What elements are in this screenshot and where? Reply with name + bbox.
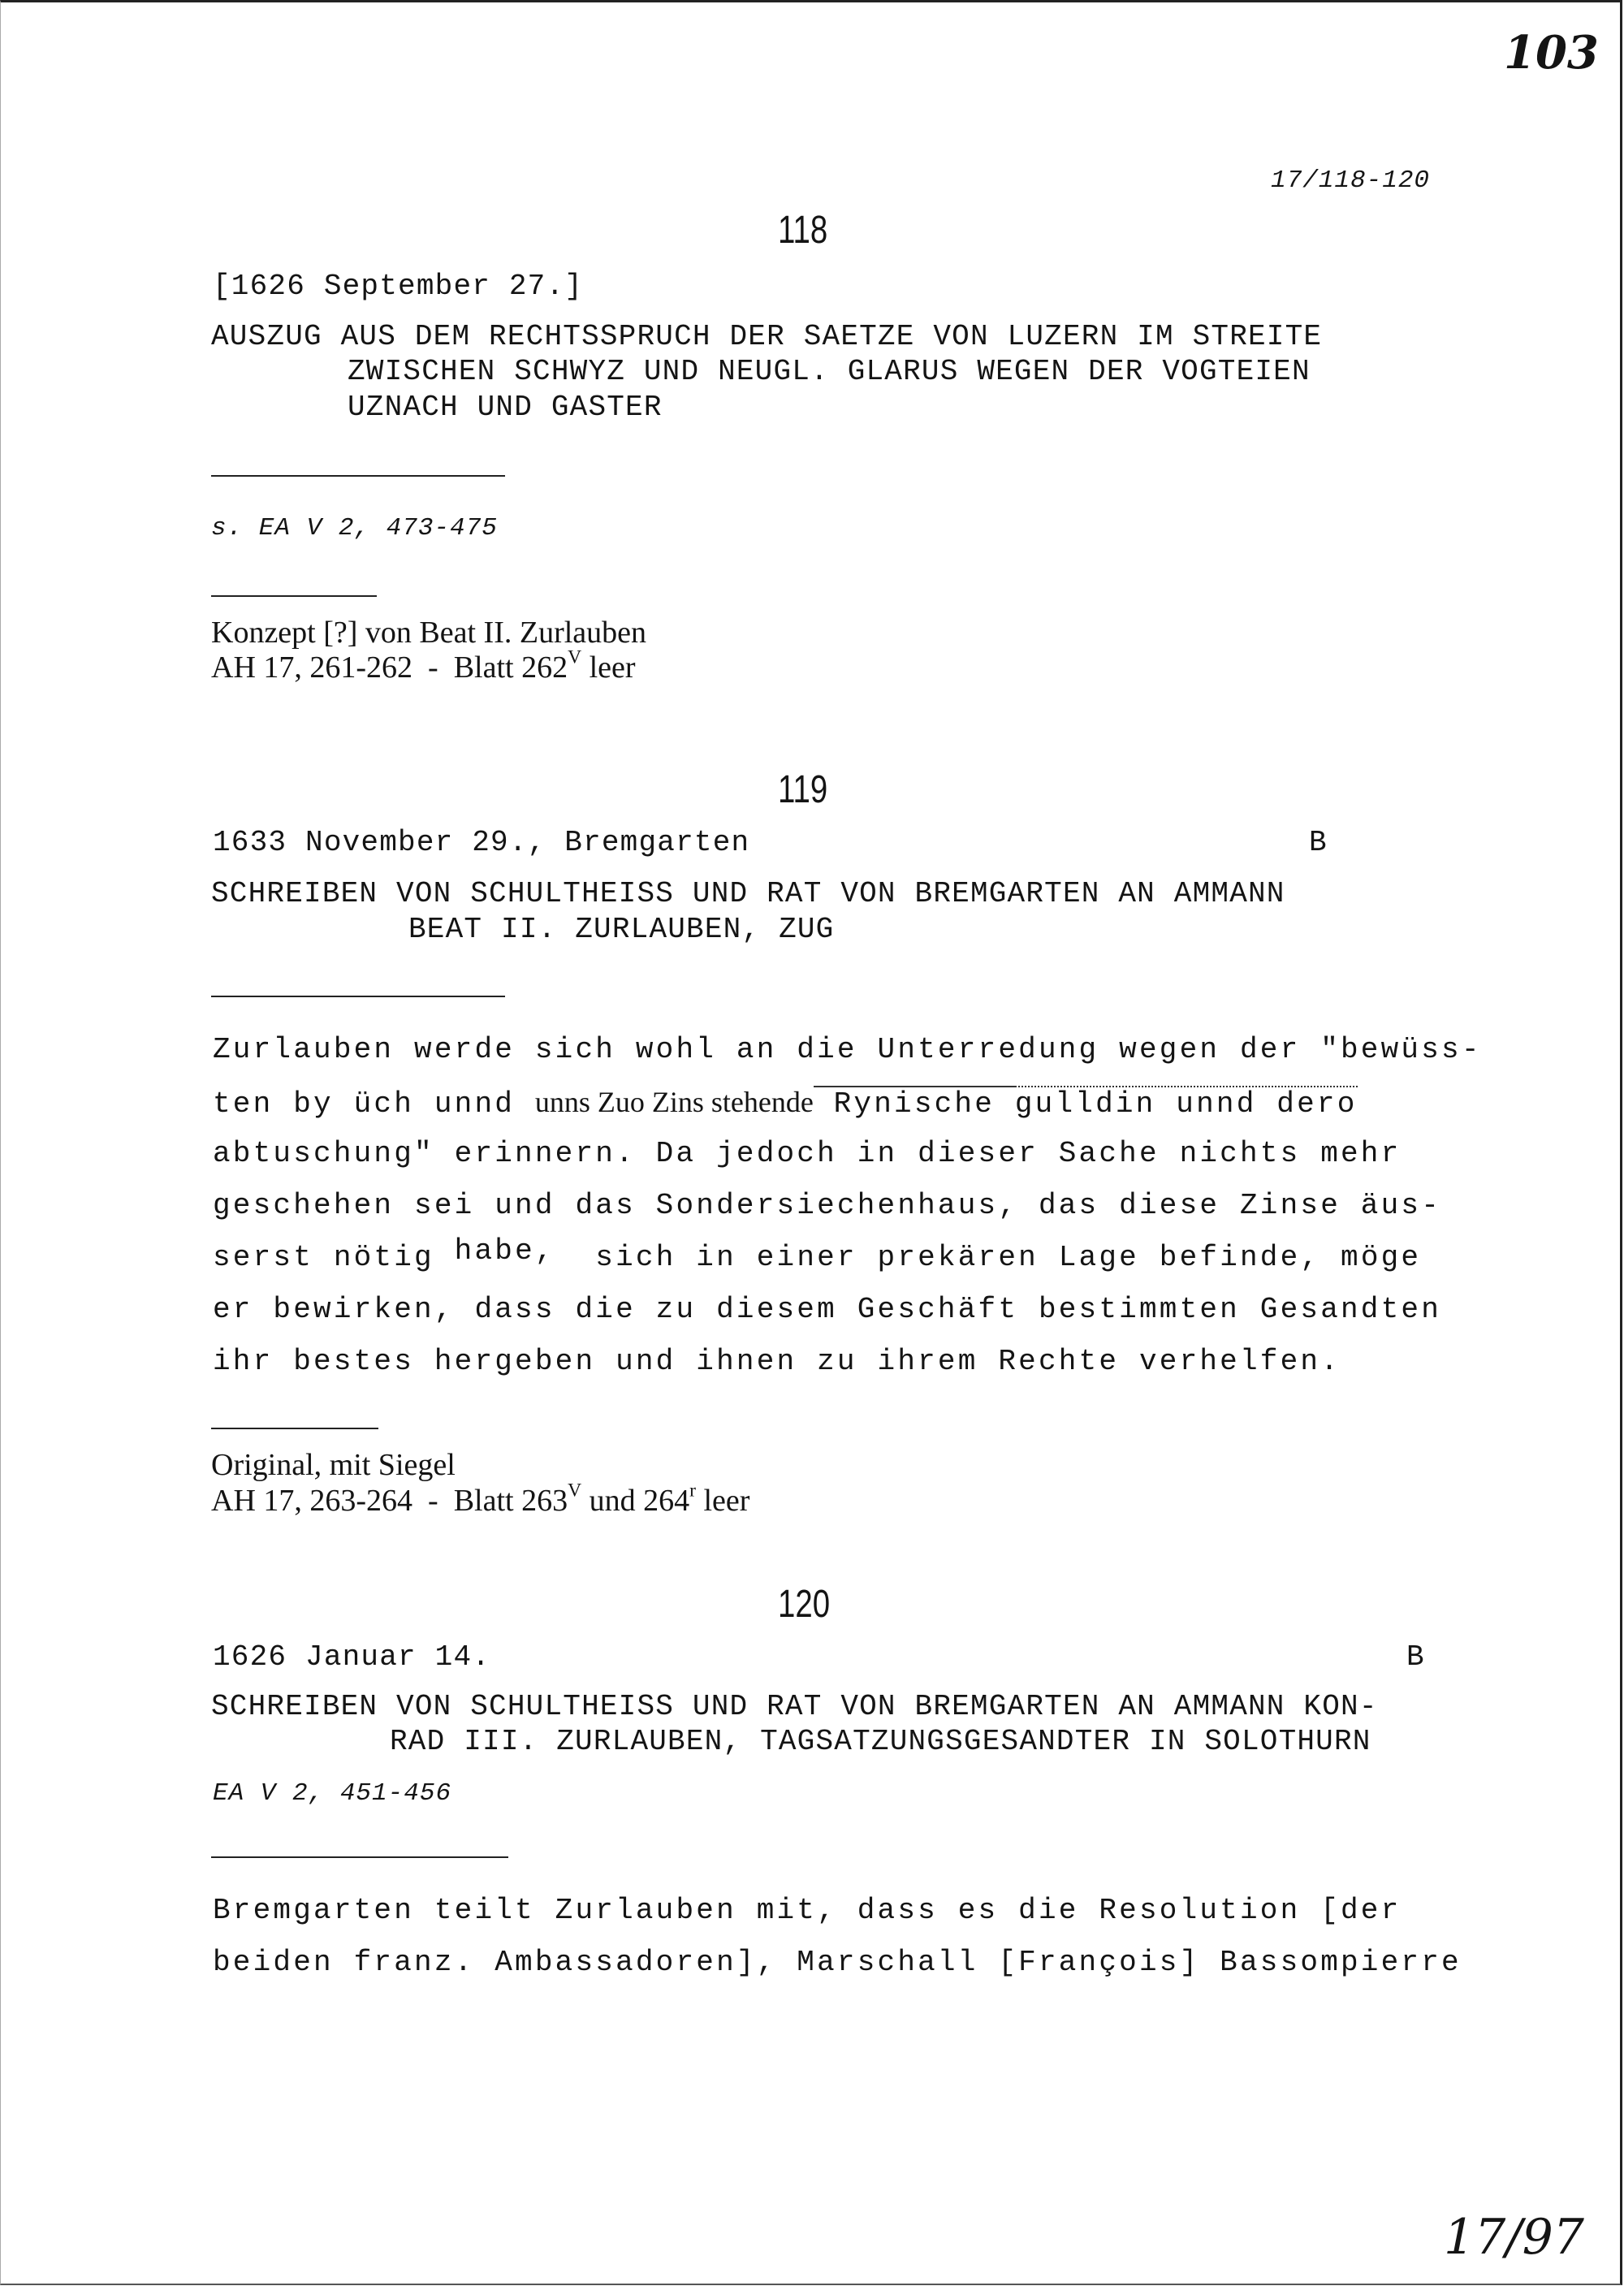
entry-120-title-line1: SCHREIBEN VON SCHULTHEISS UND RAT VON BREMGARTEN AN AMMANN KON-	[211, 1690, 1378, 1723]
entry-119-source-line1: Original, mit Siegel	[211, 1448, 456, 1482]
separator-rule	[211, 1428, 378, 1429]
entry-118-title-line2: ZWISCHEN SCHWYZ UND NEUGL. GLARUS WEGEN DER VOGTEIEN	[348, 355, 1311, 388]
entry-119-date: 1633 November 29., Bremgarten	[213, 826, 750, 859]
entry-120-edition-reference: EA V 2, 451-456	[213, 1779, 452, 1808]
separator-rule	[211, 475, 505, 477]
entry-119-body-line: ten by üch unnd unns Zuo Zins stehende Rynische gulldin unnd dero	[213, 1086, 1358, 1121]
page-stamp-bottom: 17/97	[1444, 2209, 1584, 2266]
entry-118-source-line2: AH 17, 261-262 - Blatt $262^V$ leer	[211, 646, 636, 685]
separator-rule	[211, 1856, 508, 1858]
entry-120-date: 1626 Januar 14.	[213, 1640, 491, 1674]
entry-119-title-line1: SCHREIBEN VON SCHULTHEISS UND RAT VON BREMGARTEN AN AMMANN	[211, 877, 1285, 910]
entry-119-body-line: serst nötig habe, sich in einer prekären Lage befinde, möge	[213, 1234, 1422, 1274]
entry-118-number: 118	[778, 209, 828, 252]
entry-118-source-line1: Konzept [?] von Beat II. Zurlauben	[211, 616, 647, 650]
entry-119-marker: B	[1309, 826, 1328, 859]
entry-119-source-line2: AH 17, 263-264 - Blatt $263^V$ und 264$^r$ leer	[211, 1480, 750, 1518]
separator-rule	[211, 996, 505, 997]
entry-120-body-line: beiden franz. Ambassadoren], Marschall [François] Bassompierre	[213, 1946, 1462, 1979]
entry-118-title-line3: UZNACH UND GASTER	[348, 391, 663, 424]
entry-120-body-line: Bremgarten teilt Zurlauben mit, dass es die Resolution [der	[213, 1894, 1402, 1927]
entry-119-title-line2: BEAT II. ZURLAUBEN, ZUG	[408, 913, 835, 946]
separator-rule	[211, 595, 377, 597]
entry-119-body-line: geschehen sei und das Sondersiechenhaus, das diese Zinse äus-	[213, 1189, 1442, 1222]
entry-118-title-line1: AUSZUG AUS DEM RECHTSSPRUCH DER SAETZE VON LUZERN IM STREITE	[211, 320, 1323, 353]
entry-120-number: 120	[778, 1583, 831, 1626]
entry-119-body-line: abtuschung" erinnern. Da jedoch in dieser Sache nichts mehr	[213, 1137, 1402, 1170]
entry-119-body-line: Zurlauben werde sich wohl an die Unterredung wegen der "bewüss-	[213, 1033, 1482, 1066]
entry-118-edition-reference: s. EA V 2, 473-475	[211, 514, 498, 542]
entry-120-title-line2: RAD III. ZURLAUBEN, TAGSATZUNGSGESANDTER IN SOLOTHURN	[390, 1725, 1371, 1758]
entry-120-marker: B	[1406, 1640, 1425, 1674]
document-range-reference: 17/118-120	[1271, 166, 1431, 195]
entry-119-number: 119	[778, 768, 828, 811]
entry-118-date: [1626 September 27.]	[213, 270, 584, 303]
entry-119-body-line: ihr bestes hergeben und ihnen zu ihrem Rechte verhelfen.	[213, 1345, 1341, 1378]
entry-119-body-line: er bewirken, dass die zu diesem Geschäft bestimmten Gesandten	[213, 1293, 1442, 1326]
page-stamp-top: 103	[1504, 26, 1599, 80]
